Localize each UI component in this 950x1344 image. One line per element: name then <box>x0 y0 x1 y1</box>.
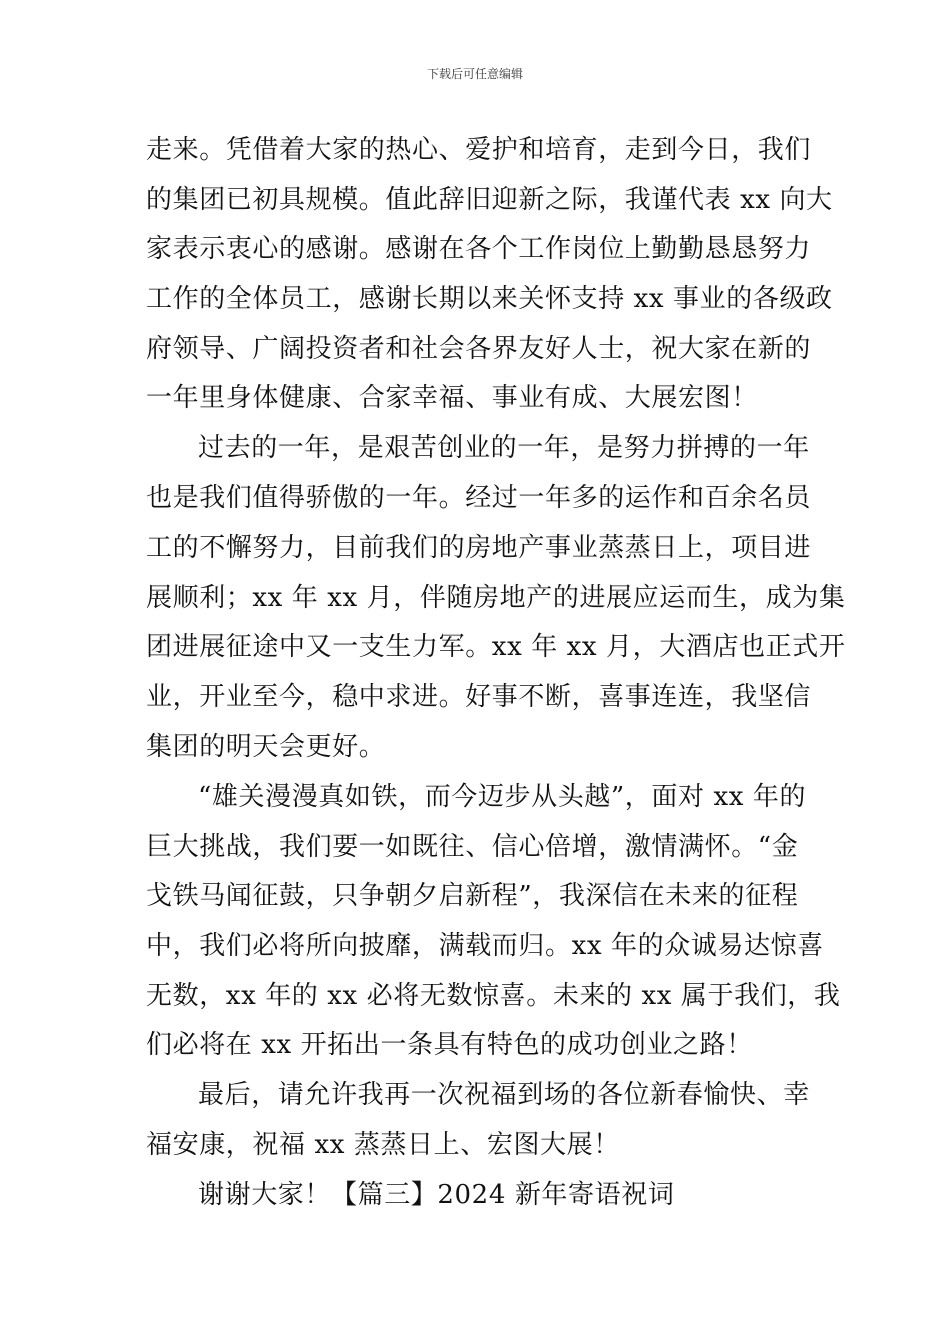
paragraph-first-line: 过去的一年，是艰苦创业的一年，是努力拼搏的一年 <box>198 433 810 463</box>
text-line: 府领导、广阔投资者和社会各界友好人士，祝大家在新的 <box>146 334 812 364</box>
text-line: 无数，xx 年的 xx 必将无数惊喜。未来的 xx 属于我们，我 <box>146 981 841 1011</box>
text-line: 集团的明天会更好。 <box>146 732 386 762</box>
text-line: 一年里身体健康、合家幸福、事业有成、大展宏图！ <box>146 383 758 413</box>
text-line: 也是我们值得骄傲的一年。经过一年多的运作和百余名员 <box>146 483 812 513</box>
paragraph-first-line: 谢谢大家！【篇三】2024 新年寄语祝词 <box>198 1180 675 1210</box>
paragraph-first-line: 最后，请允许我再一次祝福到场的各位新春愉快、幸 <box>198 1080 810 1110</box>
text-line: 工作的全体员工，感谢长期以来关怀支持 xx 事业的各级政 <box>146 284 833 314</box>
page-header: 下载后可任意编辑 <box>426 67 523 81</box>
text-line: 团进展征途中又一支生力军。xx 年 xx 月，大酒店也正式开 <box>146 632 846 662</box>
text-line: 的集团已初具规模。值此辞旧迎新之际，我谨代表 xx 向大 <box>146 185 833 215</box>
text-line: 戈铁马闻征鼓，只争朝夕启新程”，我深信在未来的征程 <box>146 881 799 911</box>
text-line: 走来。凭借着大家的热心、爱护和培育，走到今日，我们 <box>146 135 812 165</box>
text-line: 工的不懈努力，目前我们的房地产事业蒸蒸日上，项目进 <box>146 533 812 563</box>
text-line: 福安康，祝福 xx 蒸蒸日上、宏图大展！ <box>146 1130 620 1160</box>
paragraph-first-line: “雄关漫漫真如铁，而今迈步从头越”，面对 xx 年的 <box>198 782 807 812</box>
text-line: 们必将在 xx 开拓出一条具有特色的成功创业之路！ <box>146 1030 753 1060</box>
text-line: 家表示衷心的感谢。感谢在各个工作岗位上勤勤恳恳努力 <box>146 234 812 264</box>
text-line: 展顺利；xx 年 xx 月，伴随房地产的进展应运而生，成为集 <box>146 583 846 613</box>
text-line: 业，开业至今，稳中求进。好事不断，喜事连连，我坚信 <box>146 682 812 712</box>
text-line: 巨大挑战，我们要一如既往、信心倍增，激情满怀。“金 <box>146 832 799 862</box>
text-line: 中，我们必将所向披靡，满载而归。xx 年的众诚易达惊喜 <box>146 931 824 961</box>
